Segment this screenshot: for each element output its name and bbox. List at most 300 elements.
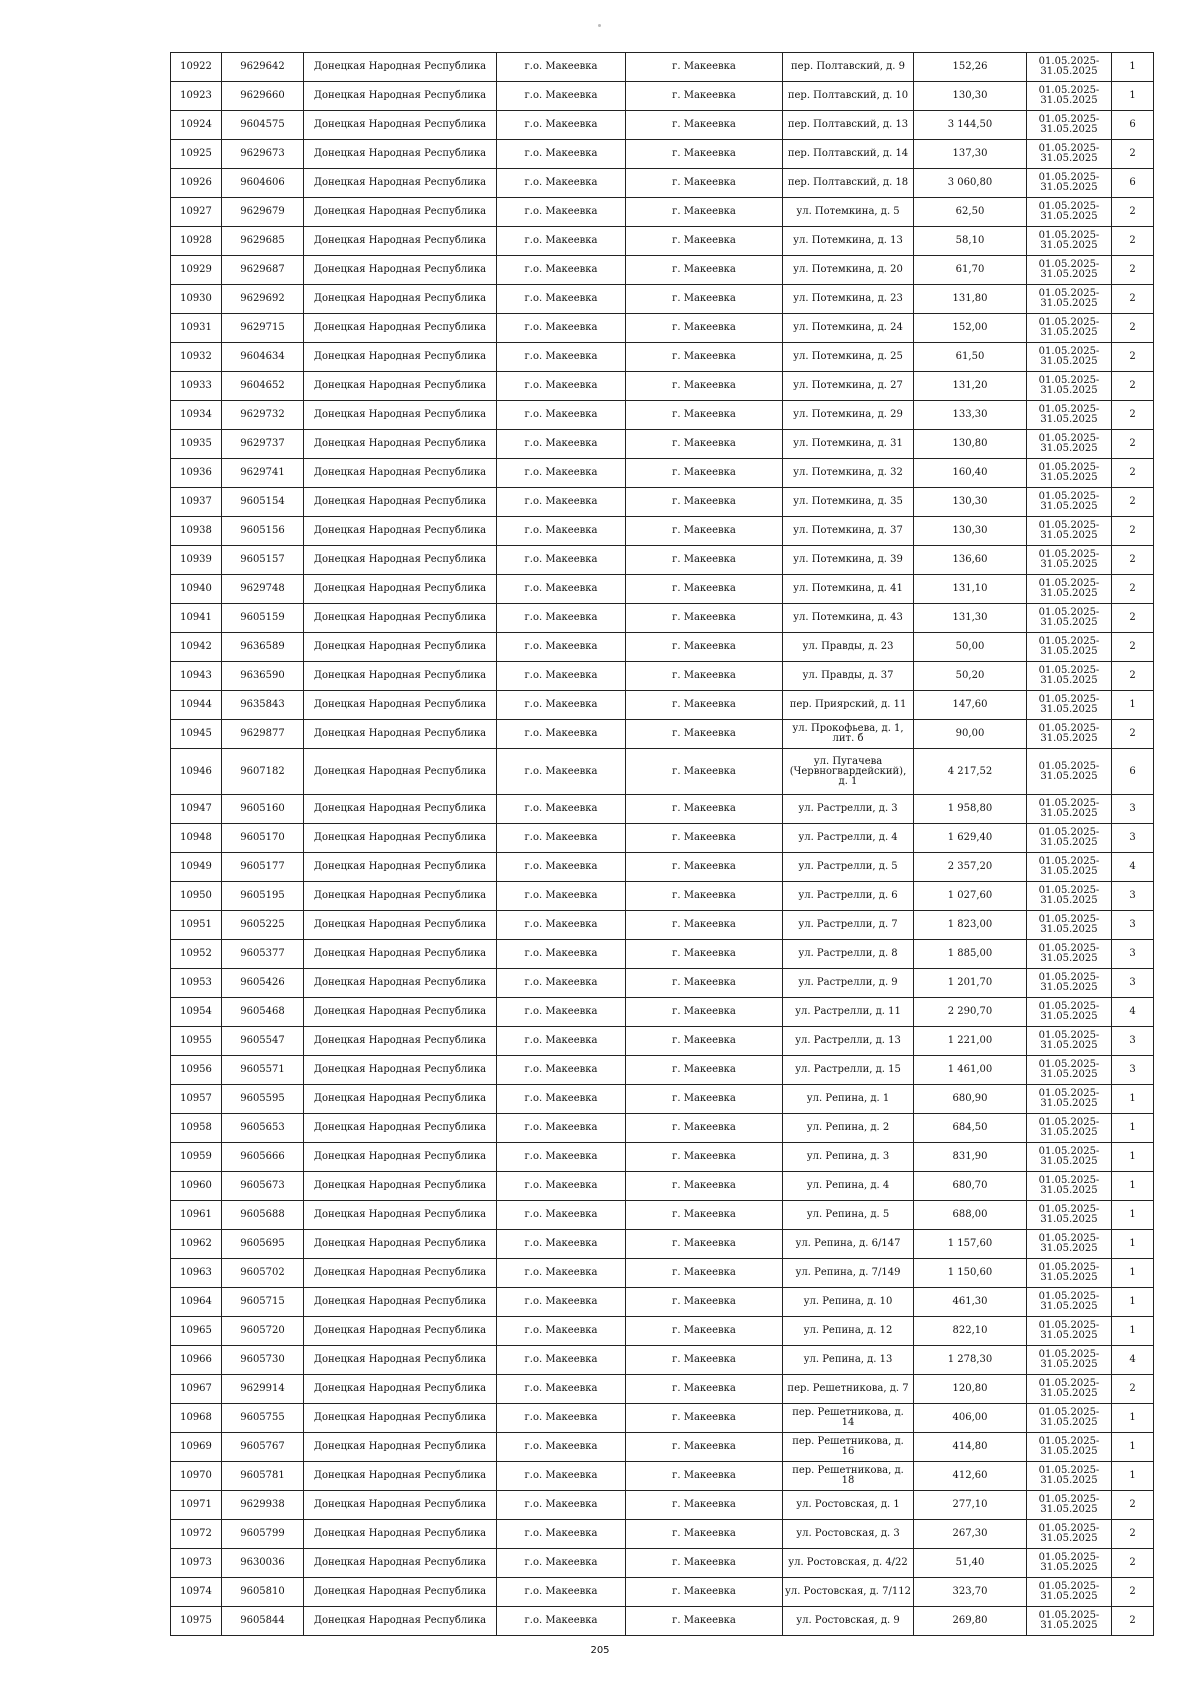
- district-name: г.о. Макеевка: [497, 633, 626, 662]
- region-name: Донецкая Народная Республика: [304, 430, 497, 459]
- count-value: 4: [1112, 998, 1154, 1027]
- area-value: 684,50: [914, 1114, 1027, 1143]
- count-value: 3: [1112, 940, 1154, 969]
- region-name: Донецкая Народная Республика: [304, 1549, 497, 1578]
- region-name: Донецкая Народная Республика: [304, 940, 497, 969]
- city-name: г. Макеевка: [626, 459, 783, 488]
- table-row: [171, 998, 1154, 1027]
- region-name: Донецкая Народная Республика: [304, 720, 497, 749]
- count-value: 1: [1112, 1114, 1154, 1143]
- city-name: г. Макеевка: [626, 517, 783, 546]
- region-name: Донецкая Народная Республика: [304, 1607, 497, 1636]
- area-value: 414,80: [914, 1433, 1027, 1462]
- region-name: Донецкая Народная Республика: [304, 1114, 497, 1143]
- object-id: 9605720: [222, 1317, 304, 1346]
- table-row: [171, 1491, 1154, 1520]
- row-number: 10970: [171, 1462, 222, 1491]
- city-name: г. Макеевка: [626, 1491, 783, 1520]
- count-value: 2: [1112, 372, 1154, 401]
- row-number: 10965: [171, 1317, 222, 1346]
- region-name: Донецкая Народная Республика: [304, 517, 497, 546]
- period: 01.05.2025-31.05.2025: [1027, 140, 1112, 169]
- address: ул. Растрелли, д. 6: [783, 882, 914, 911]
- period: 01.05.2025-31.05.2025: [1027, 1404, 1112, 1433]
- city-name: г. Макеевка: [626, 824, 783, 853]
- district-name: г.о. Макеевка: [497, 111, 626, 140]
- period: 01.05.2025-31.05.2025: [1027, 53, 1112, 82]
- row-number: 10950: [171, 882, 222, 911]
- area-value: 412,60: [914, 1462, 1027, 1491]
- region-name: Донецкая Народная Республика: [304, 882, 497, 911]
- row-number: 10925: [171, 140, 222, 169]
- row-number: 10975: [171, 1607, 222, 1636]
- city-name: г. Макеевка: [626, 314, 783, 343]
- city-name: г. Макеевка: [626, 998, 783, 1027]
- region-name: Донецкая Народная Республика: [304, 1259, 497, 1288]
- region-name: Донецкая Народная Республика: [304, 604, 497, 633]
- period: 01.05.2025-31.05.2025: [1027, 256, 1112, 285]
- table-row: [171, 824, 1154, 853]
- count-value: 2: [1112, 343, 1154, 372]
- region-name: Донецкая Народная Республика: [304, 1520, 497, 1549]
- period: 01.05.2025-31.05.2025: [1027, 169, 1112, 198]
- period: 01.05.2025-31.05.2025: [1027, 911, 1112, 940]
- table-row: [171, 1433, 1154, 1462]
- address: ул. Репина, д. 7/149: [783, 1259, 914, 1288]
- area-value: 3 144,50: [914, 111, 1027, 140]
- object-id: 9605702: [222, 1259, 304, 1288]
- city-name: г. Макеевка: [626, 1201, 783, 1230]
- object-id: 9604652: [222, 372, 304, 401]
- period: 01.05.2025-31.05.2025: [1027, 517, 1112, 546]
- region-name: Донецкая Народная Республика: [304, 1462, 497, 1491]
- district-name: г.о. Макеевка: [497, 430, 626, 459]
- region-name: Донецкая Народная Республика: [304, 1578, 497, 1607]
- city-name: г. Макеевка: [626, 169, 783, 198]
- city-name: г. Макеевка: [626, 343, 783, 372]
- address: ул. Растрелли, д. 8: [783, 940, 914, 969]
- address: пер. Полтавский, д. 14: [783, 140, 914, 169]
- object-id: 9605653: [222, 1114, 304, 1143]
- row-number: 10923: [171, 82, 222, 111]
- count-value: 2: [1112, 662, 1154, 691]
- address: ул. Потемкина, д. 25: [783, 343, 914, 372]
- table-row: [171, 314, 1154, 343]
- object-id: 9605157: [222, 546, 304, 575]
- region-name: Донецкая Народная Республика: [304, 546, 497, 575]
- region-name: Донецкая Народная Республика: [304, 314, 497, 343]
- address: ул. Потемкина, д. 24: [783, 314, 914, 343]
- area-value: 90,00: [914, 720, 1027, 749]
- table-row: [171, 1230, 1154, 1259]
- district-name: г.о. Макеевка: [497, 969, 626, 998]
- row-number: 10963: [171, 1259, 222, 1288]
- row-number: 10958: [171, 1114, 222, 1143]
- address: ул. Растрелли, д. 9: [783, 969, 914, 998]
- area-value: 58,10: [914, 227, 1027, 256]
- address: пер. Полтавский, д. 9: [783, 53, 914, 82]
- row-number: 10939: [171, 546, 222, 575]
- object-id: 9605595: [222, 1085, 304, 1114]
- area-value: 50,00: [914, 633, 1027, 662]
- period: 01.05.2025-31.05.2025: [1027, 1143, 1112, 1172]
- area-value: 61,70: [914, 256, 1027, 285]
- count-value: 1: [1112, 691, 1154, 720]
- period: 01.05.2025-31.05.2025: [1027, 1462, 1112, 1491]
- region-name: Донецкая Народная Республика: [304, 1433, 497, 1462]
- area-value: 130,30: [914, 517, 1027, 546]
- region-name: Донецкая Народная Республика: [304, 1143, 497, 1172]
- period: 01.05.2025-31.05.2025: [1027, 662, 1112, 691]
- area-value: 131,20: [914, 372, 1027, 401]
- district-name: г.о. Макеевка: [497, 691, 626, 720]
- count-value: 2: [1112, 633, 1154, 662]
- object-id: 9629741: [222, 459, 304, 488]
- period: 01.05.2025-31.05.2025: [1027, 459, 1112, 488]
- count-value: 2: [1112, 140, 1154, 169]
- row-number: 10961: [171, 1201, 222, 1230]
- row-number: 10943: [171, 662, 222, 691]
- period: 01.05.2025-31.05.2025: [1027, 1549, 1112, 1578]
- table-row: [171, 1085, 1154, 1114]
- district-name: г.о. Макеевка: [497, 604, 626, 633]
- city-name: г. Макеевка: [626, 1549, 783, 1578]
- row-number: 10930: [171, 285, 222, 314]
- object-id: 9636589: [222, 633, 304, 662]
- period: 01.05.2025-31.05.2025: [1027, 575, 1112, 604]
- area-value: 120,80: [914, 1375, 1027, 1404]
- object-id: 9629692: [222, 285, 304, 314]
- region-name: Донецкая Народная Республика: [304, 343, 497, 372]
- city-name: г. Макеевка: [626, 1259, 783, 1288]
- object-id: 9629938: [222, 1491, 304, 1520]
- district-name: г.о. Макеевка: [497, 256, 626, 285]
- row-number: 10973: [171, 1549, 222, 1578]
- city-name: г. Макеевка: [626, 1404, 783, 1433]
- period: 01.05.2025-31.05.2025: [1027, 1375, 1112, 1404]
- row-number: 10942: [171, 633, 222, 662]
- region-name: Донецкая Народная Республика: [304, 1288, 497, 1317]
- district-name: г.о. Макеевка: [497, 575, 626, 604]
- address: ул. Прокофьева, д. 1, лит. б: [783, 720, 914, 749]
- table-row: [171, 430, 1154, 459]
- object-id: 9629679: [222, 198, 304, 227]
- address: ул. Потемкина, д. 29: [783, 401, 914, 430]
- count-value: 2: [1112, 198, 1154, 227]
- object-id: 9629673: [222, 140, 304, 169]
- object-id: 9605547: [222, 1027, 304, 1056]
- address: ул. Потемкина, д. 13: [783, 227, 914, 256]
- address: ул. Ростовская, д. 7/112: [783, 1578, 914, 1607]
- city-name: г. Макеевка: [626, 1433, 783, 1462]
- count-value: 1: [1112, 1201, 1154, 1230]
- row-number: 10922: [171, 53, 222, 82]
- address: ул. Репина, д. 2: [783, 1114, 914, 1143]
- district-name: г.о. Макеевка: [497, 343, 626, 372]
- district-name: г.о. Макеевка: [497, 1520, 626, 1549]
- area-value: 147,60: [914, 691, 1027, 720]
- region-name: Донецкая Народная Республика: [304, 1027, 497, 1056]
- period: 01.05.2025-31.05.2025: [1027, 1433, 1112, 1462]
- object-id: 9605377: [222, 940, 304, 969]
- district-name: г.о. Макеевка: [497, 1056, 626, 1085]
- district-name: г.о. Макеевка: [497, 1201, 626, 1230]
- object-id: 9605799: [222, 1520, 304, 1549]
- table-row: [171, 1201, 1154, 1230]
- object-id: 9629660: [222, 82, 304, 111]
- city-name: г. Макеевка: [626, 198, 783, 227]
- address: ул. Репина, д. 1: [783, 1085, 914, 1114]
- address: пер. Решетникова, д. 16: [783, 1433, 914, 1462]
- table-row: [171, 53, 1154, 82]
- count-value: 1: [1112, 1317, 1154, 1346]
- period: 01.05.2025-31.05.2025: [1027, 111, 1112, 140]
- object-id: 9629732: [222, 401, 304, 430]
- object-id: 9605468: [222, 998, 304, 1027]
- count-value: 2: [1112, 227, 1154, 256]
- object-id: 9605715: [222, 1288, 304, 1317]
- region-name: Донецкая Народная Республика: [304, 401, 497, 430]
- region-name: Донецкая Народная Республика: [304, 256, 497, 285]
- area-value: 50,20: [914, 662, 1027, 691]
- row-number: 10949: [171, 853, 222, 882]
- object-id: 9629642: [222, 53, 304, 82]
- row-number: 10962: [171, 1230, 222, 1259]
- address: ул. Потемкина, д. 23: [783, 285, 914, 314]
- object-id: 9630036: [222, 1549, 304, 1578]
- object-id: 9605695: [222, 1230, 304, 1259]
- period: 01.05.2025-31.05.2025: [1027, 853, 1112, 882]
- count-value: 6: [1112, 111, 1154, 140]
- count-value: 1: [1112, 1404, 1154, 1433]
- count-value: 2: [1112, 1607, 1154, 1636]
- object-id: 9629685: [222, 227, 304, 256]
- district-name: г.о. Макеевка: [497, 1143, 626, 1172]
- district-name: г.о. Макеевка: [497, 824, 626, 853]
- row-number: 10953: [171, 969, 222, 998]
- table-row: [171, 1114, 1154, 1143]
- period: 01.05.2025-31.05.2025: [1027, 824, 1112, 853]
- address: ул. Правды, д. 23: [783, 633, 914, 662]
- region-name: Донецкая Народная Республика: [304, 1172, 497, 1201]
- object-id: 9605170: [222, 824, 304, 853]
- table-row: [171, 911, 1154, 940]
- object-id: 9605160: [222, 795, 304, 824]
- row-number: 10972: [171, 1520, 222, 1549]
- region-name: Донецкая Народная Республика: [304, 285, 497, 314]
- district-name: г.о. Макеевка: [497, 1462, 626, 1491]
- region-name: Донецкая Народная Республика: [304, 1375, 497, 1404]
- city-name: г. Макеевка: [626, 662, 783, 691]
- table-row: [171, 1056, 1154, 1085]
- address: ул. Потемкина, д. 5: [783, 198, 914, 227]
- period: 01.05.2025-31.05.2025: [1027, 691, 1112, 720]
- period: 01.05.2025-31.05.2025: [1027, 720, 1112, 749]
- object-id: 9629737: [222, 430, 304, 459]
- area-value: 1 157,60: [914, 1230, 1027, 1259]
- city-name: г. Макеевка: [626, 401, 783, 430]
- row-number: 10960: [171, 1172, 222, 1201]
- object-id: 9605688: [222, 1201, 304, 1230]
- row-number: 10932: [171, 343, 222, 372]
- city-name: г. Макеевка: [626, 1288, 783, 1317]
- city-name: г. Макеевка: [626, 633, 783, 662]
- row-number: 10969: [171, 1433, 222, 1462]
- district-name: г.о. Макеевка: [497, 1288, 626, 1317]
- area-value: 1 027,60: [914, 882, 1027, 911]
- city-name: г. Макеевка: [626, 1346, 783, 1375]
- address: пер. Полтавский, д. 18: [783, 169, 914, 198]
- area-value: 133,30: [914, 401, 1027, 430]
- period: 01.05.2025-31.05.2025: [1027, 1056, 1112, 1085]
- table-row: [171, 488, 1154, 517]
- city-name: г. Макеевка: [626, 720, 783, 749]
- address: ул. Потемкина, д. 37: [783, 517, 914, 546]
- row-number: 10935: [171, 430, 222, 459]
- district-name: г.о. Макеевка: [497, 140, 626, 169]
- district-name: г.о. Макеевка: [497, 1085, 626, 1114]
- city-name: г. Макеевка: [626, 1607, 783, 1636]
- table-row: [171, 1027, 1154, 1056]
- row-number: 10968: [171, 1404, 222, 1433]
- area-value: 277,10: [914, 1491, 1027, 1520]
- city-name: г. Макеевка: [626, 1143, 783, 1172]
- area-value: 1 221,00: [914, 1027, 1027, 1056]
- period: 01.05.2025-31.05.2025: [1027, 227, 1112, 256]
- table-row: [171, 853, 1154, 882]
- table-row: [171, 1172, 1154, 1201]
- city-name: г. Макеевка: [626, 111, 783, 140]
- city-name: г. Макеевка: [626, 1114, 783, 1143]
- count-value: 1: [1112, 1230, 1154, 1259]
- district-name: г.о. Макеевка: [497, 169, 626, 198]
- area-value: 2 290,70: [914, 998, 1027, 1027]
- table-row: [171, 1375, 1154, 1404]
- object-id: 9605810: [222, 1578, 304, 1607]
- district-name: г.о. Макеевка: [497, 720, 626, 749]
- region-name: Донецкая Народная Республика: [304, 1491, 497, 1520]
- area-value: 1 629,40: [914, 824, 1027, 853]
- area-value: 131,30: [914, 604, 1027, 633]
- address: ул. Потемкина, д. 35: [783, 488, 914, 517]
- region-name: Донецкая Народная Республика: [304, 853, 497, 882]
- address: ул. Репина, д. 6/147: [783, 1230, 914, 1259]
- table-row: [171, 1317, 1154, 1346]
- count-value: 2: [1112, 401, 1154, 430]
- table-row: [171, 1462, 1154, 1491]
- address: ул. Потемкина, д. 43: [783, 604, 914, 633]
- object-id: 9605177: [222, 853, 304, 882]
- area-value: 3 060,80: [914, 169, 1027, 198]
- region-name: Донецкая Народная Республика: [304, 749, 497, 795]
- region-name: Донецкая Народная Республика: [304, 140, 497, 169]
- area-value: 1 885,00: [914, 940, 1027, 969]
- address: пер. Приярский, д. 11: [783, 691, 914, 720]
- count-value: 2: [1112, 1491, 1154, 1520]
- period: 01.05.2025-31.05.2025: [1027, 998, 1112, 1027]
- row-number: 10954: [171, 998, 222, 1027]
- area-value: 323,70: [914, 1578, 1027, 1607]
- city-name: г. Макеевка: [626, 882, 783, 911]
- count-value: 1: [1112, 1288, 1154, 1317]
- period: 01.05.2025-31.05.2025: [1027, 1491, 1112, 1520]
- address: ул. Пугачева (Червногвардейский), д. 1: [783, 749, 914, 795]
- object-id: 9605844: [222, 1607, 304, 1636]
- table-row: [171, 372, 1154, 401]
- row-number: 10948: [171, 824, 222, 853]
- table-row: [171, 691, 1154, 720]
- district-name: г.о. Макеевка: [497, 1346, 626, 1375]
- table-row: [171, 285, 1154, 314]
- table-row: [171, 1288, 1154, 1317]
- count-value: 3: [1112, 1056, 1154, 1085]
- region-name: Донецкая Народная Республика: [304, 488, 497, 517]
- table-row: [171, 343, 1154, 372]
- count-value: 2: [1112, 720, 1154, 749]
- area-value: 137,30: [914, 140, 1027, 169]
- table-row: [171, 1143, 1154, 1172]
- count-value: 3: [1112, 911, 1154, 940]
- area-value: 1 823,00: [914, 911, 1027, 940]
- period: 01.05.2025-31.05.2025: [1027, 795, 1112, 824]
- row-number: 10946: [171, 749, 222, 795]
- district-name: г.о. Макеевка: [497, 1404, 626, 1433]
- region-name: Донецкая Народная Республика: [304, 998, 497, 1027]
- region-name: Донецкая Народная Республика: [304, 227, 497, 256]
- object-id: 9629748: [222, 575, 304, 604]
- table-row: [171, 198, 1154, 227]
- row-number: 10936: [171, 459, 222, 488]
- period: 01.05.2025-31.05.2025: [1027, 285, 1112, 314]
- period: 01.05.2025-31.05.2025: [1027, 1317, 1112, 1346]
- region-name: Донецкая Народная Республика: [304, 1317, 497, 1346]
- city-name: г. Макеевка: [626, 604, 783, 633]
- area-value: 1 461,00: [914, 1056, 1027, 1085]
- address: пер. Полтавский, д. 10: [783, 82, 914, 111]
- row-number: 10929: [171, 256, 222, 285]
- district-name: г.о. Макеевка: [497, 488, 626, 517]
- count-value: 4: [1112, 853, 1154, 882]
- area-value: 831,90: [914, 1143, 1027, 1172]
- row-number: 10938: [171, 517, 222, 546]
- count-value: 6: [1112, 169, 1154, 198]
- object-id: 9636590: [222, 662, 304, 691]
- city-name: г. Макеевка: [626, 575, 783, 604]
- count-value: 2: [1112, 1520, 1154, 1549]
- address: ул. Потемкина, д. 20: [783, 256, 914, 285]
- city-name: г. Макеевка: [626, 1230, 783, 1259]
- table-row: [171, 720, 1154, 749]
- registry-table-body: [171, 53, 1154, 1636]
- area-value: 61,50: [914, 343, 1027, 372]
- period: 01.05.2025-31.05.2025: [1027, 1230, 1112, 1259]
- row-number: 10940: [171, 575, 222, 604]
- table-row: [171, 1346, 1154, 1375]
- area-value: 1 278,30: [914, 1346, 1027, 1375]
- address: ул. Ростовская, д. 1: [783, 1491, 914, 1520]
- object-id: 9605156: [222, 517, 304, 546]
- address: ул. Репина, д. 4: [783, 1172, 914, 1201]
- row-number: 10966: [171, 1346, 222, 1375]
- period: 01.05.2025-31.05.2025: [1027, 604, 1112, 633]
- region-name: Донецкая Народная Республика: [304, 575, 497, 604]
- city-name: г. Макеевка: [626, 140, 783, 169]
- area-value: 136,60: [914, 546, 1027, 575]
- row-number: 10944: [171, 691, 222, 720]
- city-name: г. Макеевка: [626, 488, 783, 517]
- count-value: 2: [1112, 314, 1154, 343]
- period: 01.05.2025-31.05.2025: [1027, 1520, 1112, 1549]
